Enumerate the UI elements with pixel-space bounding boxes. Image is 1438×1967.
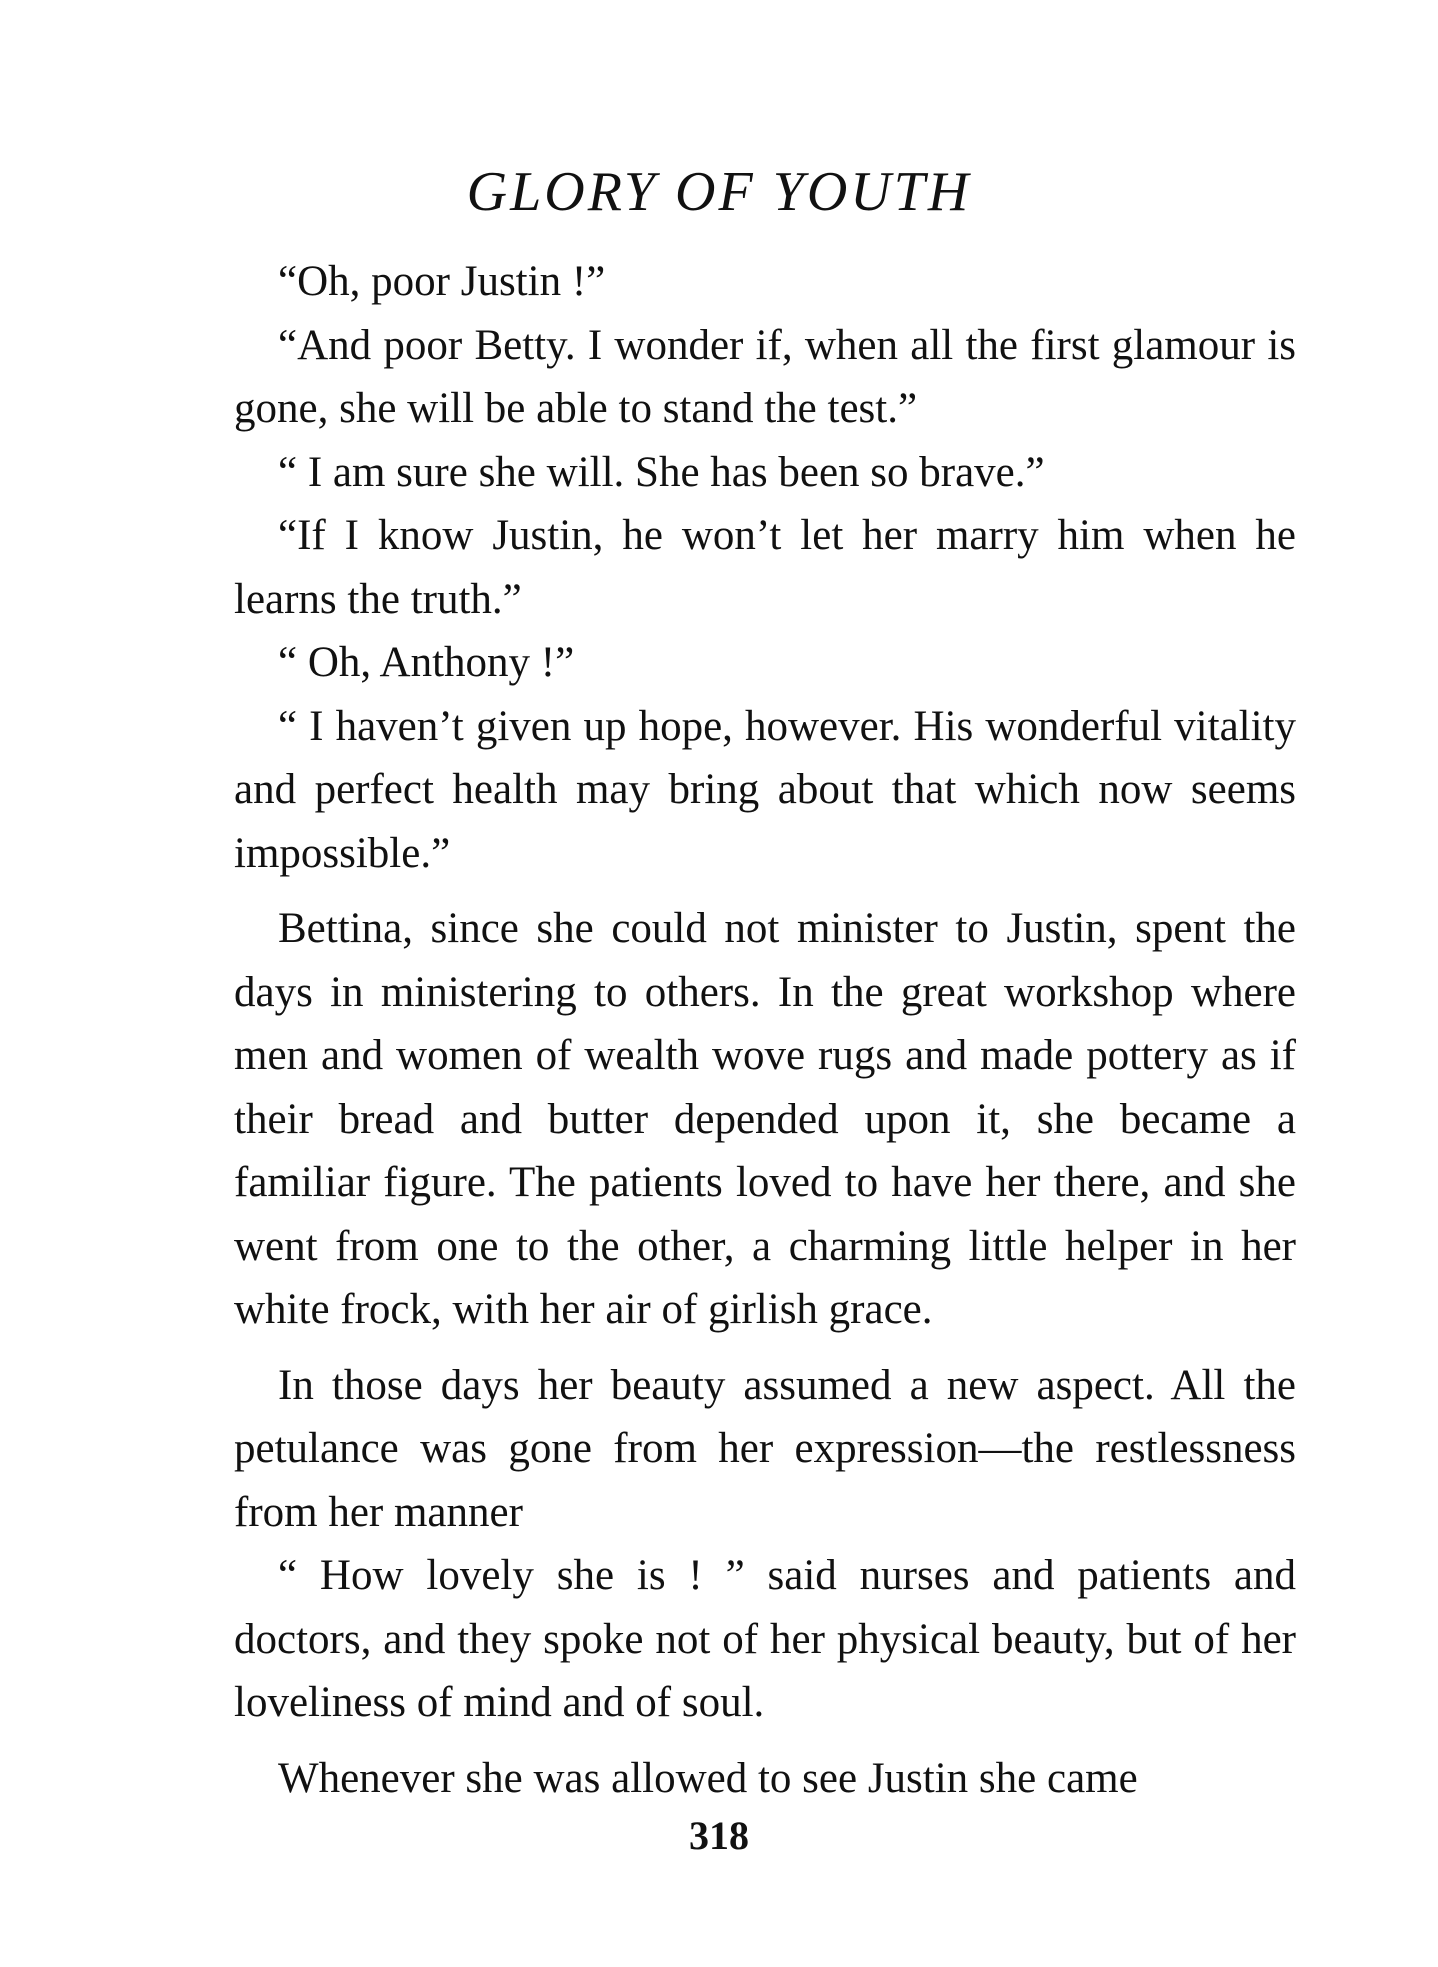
paragraph: In those days her beauty assumed a new aspect. All the petulance was gone from her expression—the restlessness from her manner xyxy=(234,1361,1296,1536)
paragraph: Whenever she was allowed to see Justin she came xyxy=(278,1754,1138,1802)
body-text xyxy=(234,250,1296,1810)
page-number: 318 xyxy=(689,1813,749,1858)
paragraph: “And poor Betty. I wonder if, when all the first glamour is gone, she will be able to stand the test.” xyxy=(234,321,1296,432)
paragraph: “If I know Justin, he won’t let her marry him when he learns the truth.” xyxy=(234,512,1296,623)
paragraph: “ How lovely she is ! ” said nurses and patients and doctors, and they spoke not of her physical beauty, but of her loveliness of mind and of soul. xyxy=(234,1552,1296,1726)
paragraph: Bettina, since she could not minister to Justin, spent the days in ministering to others. In the great workshop where men and women of wealth wove rugs and made pottery as if their bread and butter depended upon it, she became a familiar figure. The patients loved to have her there, and she went from one to the other, a charming little helper in her white frock, with her air of girlish grace. xyxy=(234,905,1296,1333)
running-head: GLORY OF YOUTH xyxy=(466,161,972,223)
paragraph: “ Oh, Anthony !” xyxy=(278,639,575,686)
paragraph: “ I haven’t given up hope, however. His wonderful vitality and perfect health may bring about that which now seems impossible.” xyxy=(234,702,1296,877)
paragraph: “ I am sure she will. She has been so brave.” xyxy=(278,448,1045,496)
paragraph: “Oh, poor Justin !” xyxy=(278,258,606,305)
